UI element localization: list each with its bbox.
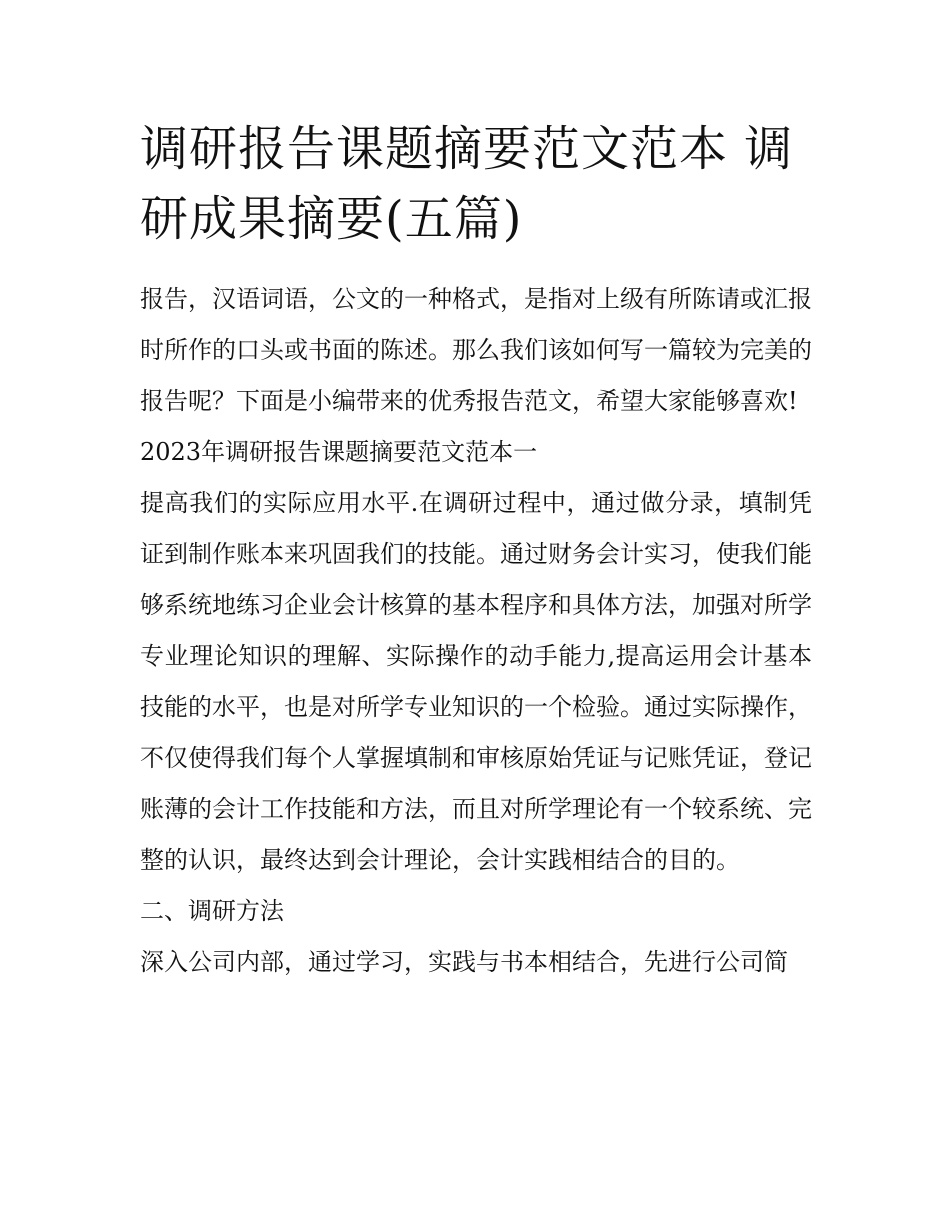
document-page <box>140 114 812 988</box>
document-title: 调研报告课题摘要范文范本 调研成果摘要(五篇) <box>140 121 794 247</box>
intro-paragraph: 报告，汉语词语，公文的一种格式，是指对上级有所陈请或汇报时所作的口头或书面的陈述。那么我们该如何写一篇较为完美的报告呢？下面是小编带来的优秀报告范文，希望大家能够喜欢! <box>140 285 812 415</box>
section-2-paragraph: 深入公司内部，通过学习，实践与书本相结合，先进行公司简 <box>140 948 788 976</box>
section-2-heading: 二、调研方法 <box>140 897 284 925</box>
section-1-heading: 2023年调研报告课题摘要范文范本一 <box>140 438 538 466</box>
section-1-paragraph: 提高我们的实际应用水平.在调研过程中，通过做分录，填制凭证到制作账本来巩固我们的技能。通过财务会计实习，使我们能够系统地练习企业会计核算的基本程序和具体方法，加强对所学专业理论知识的理解、实际操作的动手能力,提高运用会计基本技能的水平，也是对所学专业知识的一个检验。通过实际操作，不仅使得我们每个人掌握填制和审核原始凭证与记账凭证，登记账薄的会计工作技能和方法，而且对所学理论有一个较系统、完整的认识，最终达到会计理论，会计实践相结合的目的。 <box>140 489 812 874</box>
